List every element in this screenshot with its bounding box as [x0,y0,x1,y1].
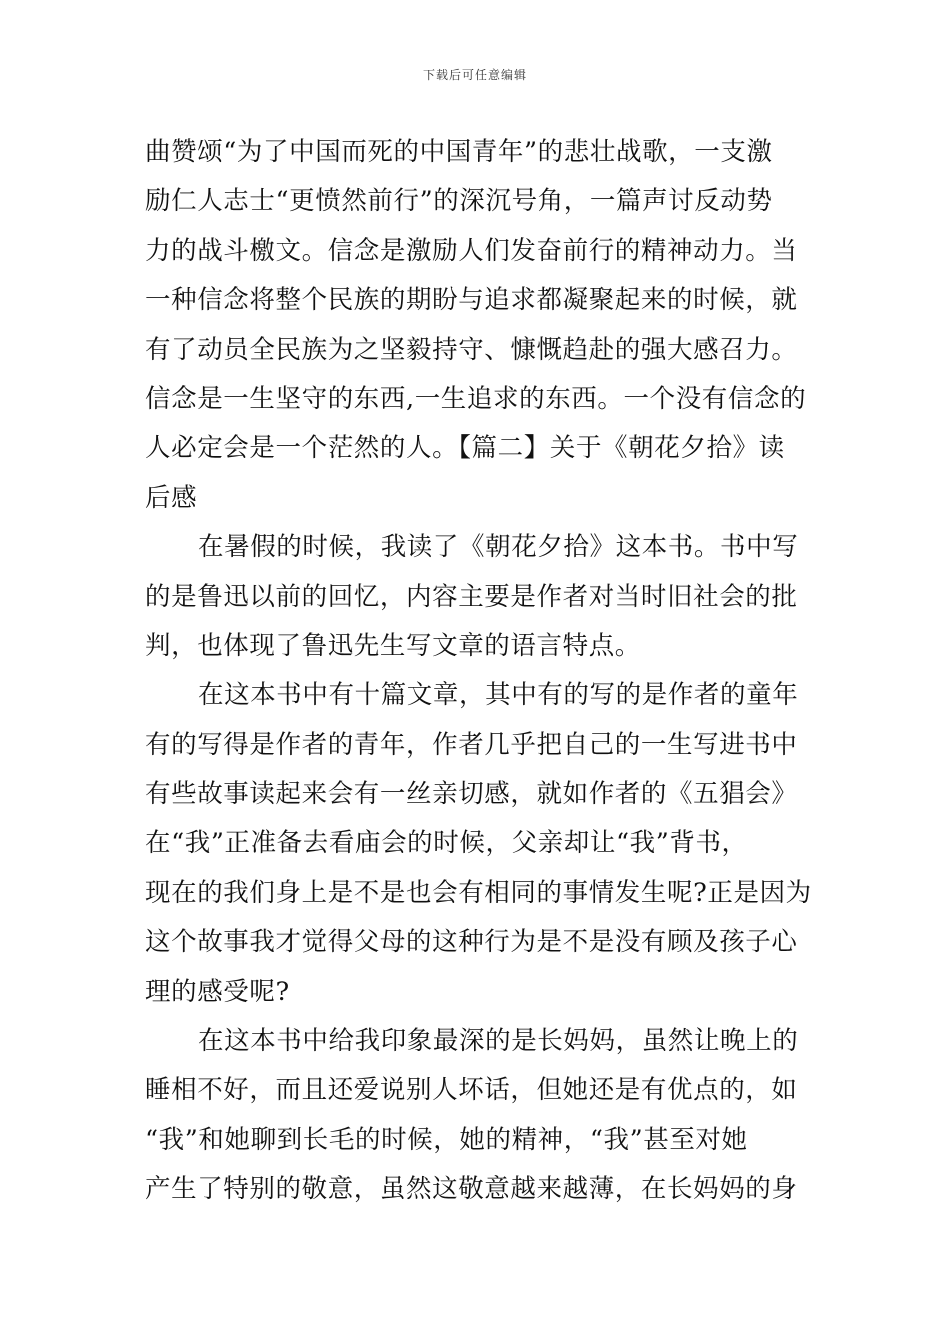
text-line: 力的战斗檄文。信念是激励人们发奋前行的精神动力。当 [145,235,798,266]
text-line: 一种信念将整个民族的期盼与追求都凝聚起来的时候，就 [145,285,798,316]
document-body [145,128,810,1215]
text-line: 睡相不好，而且还爱说别人坏话，但她还是有优点的，如 [145,1075,798,1106]
text-line: 有了动员全民族为之坚毅持守、慷慨趋赴的强大感召力。 [145,334,798,365]
text-line: 有的写得是作者的青年，作者几乎把自己的一生写进书中 [145,729,798,760]
text-line: 信念是一生坚守的东西,一生追求的东西。一个没有信念的 [145,383,807,414]
text-line: 这个故事我才觉得父母的这种行为是不是没有顾及孩子心 [145,927,798,958]
text-line: 现在的我们身上是不是也会有相同的事情发生呢?正是因为 [145,877,812,908]
page-header-note: 下载后可任意编辑 [422,68,527,82]
text-line: 后感 [145,482,198,513]
text-line: 判，也体现了鲁迅先生写文章的语言特点。 [145,630,641,661]
text-line: “我”和她聊到长毛的时候，她的精神，“我”甚至对她 [145,1124,748,1155]
text-line: 理的感受呢? [145,976,290,1007]
text-line: 产生了特别的敬意，虽然这敬意越来越薄，在长妈妈的身 [145,1174,798,1205]
text-line: 有些故事读起来会有一丝亲切感，就如作者的《五猖会》 [145,779,798,810]
text-line: 曲赞颂“为了中国而死的中国青年”的悲壮战歌，一支激 [145,137,773,167]
paragraph-first-line: 在这本书中给我印象最深的是长妈妈，虽然让晚上的 [198,1026,799,1057]
paragraph-first-line: 在暑假的时候，我读了《朝花夕拾》这本书。书中写 [198,532,799,563]
paragraph-first-line: 在这本书中有十篇文章，其中有的写的是作者的童年 [198,680,799,711]
text-line: 的是鲁迅以前的回忆，内容主要是作者对当时旧社会的批 [145,581,798,612]
text-line: 人必定会是一个茫然的人。【篇二】关于《朝花夕拾》读 [145,433,785,464]
text-line: 在“我”正准备去看庙会的时候，父亲却让“我”背书， [145,828,748,859]
text-line: 励仁人志士“更愤然前行”的深沉号角，一篇声讨反动势 [145,186,773,217]
